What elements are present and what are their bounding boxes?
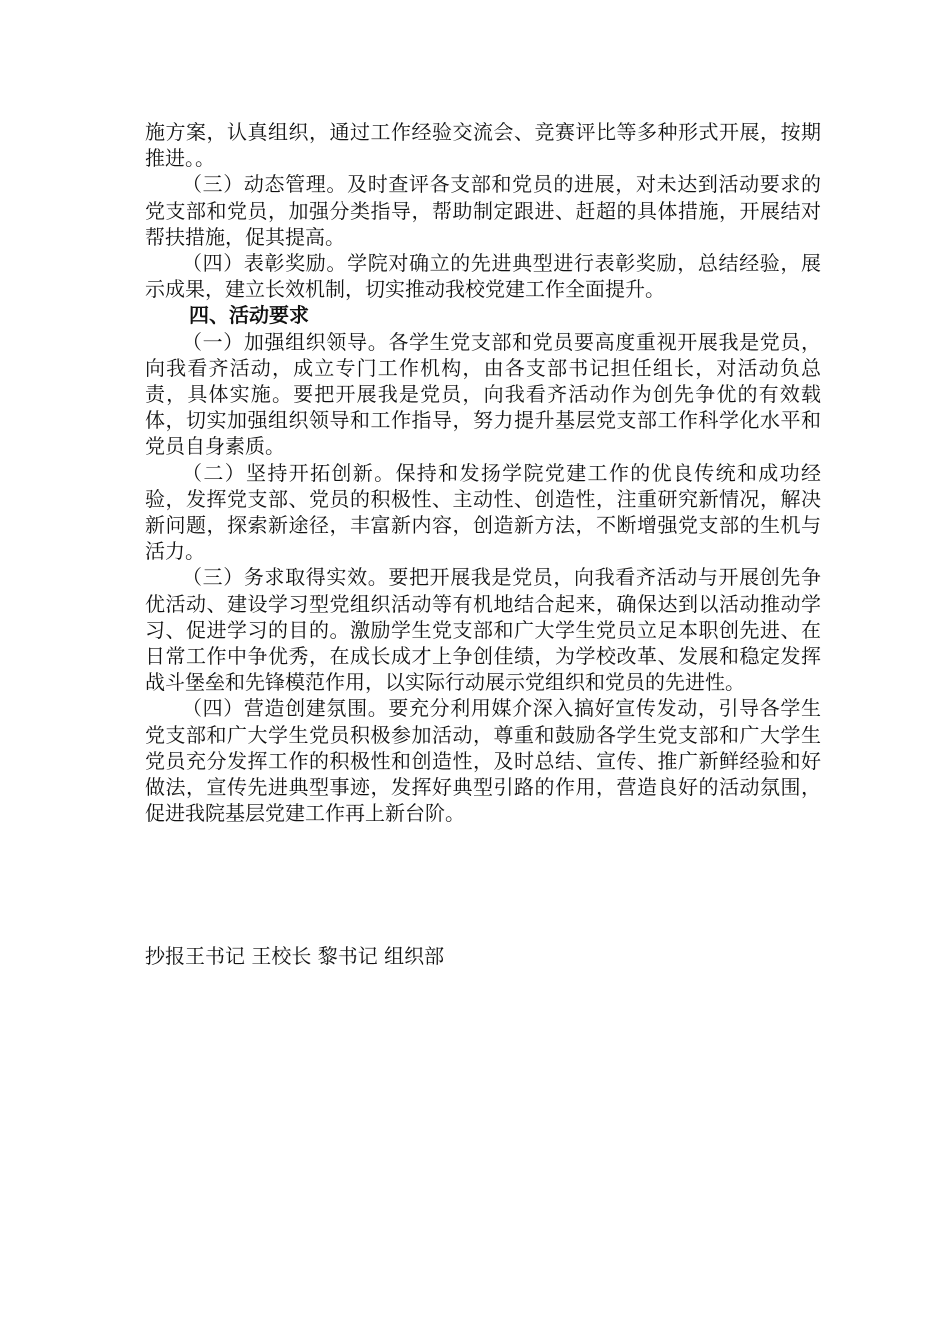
section-heading-activity-requirements: 四、活动要求	[189, 303, 309, 328]
paragraph-continuation: 施方案，认真组织，通过工作经验交流会、竞赛评比等多种形式开展，按期推进。。	[145, 120, 821, 171]
paragraph-innovation: （二）坚持开拓创新。保持和发扬学院党建工作的优良传统和成功经验，发挥党支部、党员的积极性、主动性、创造性，注重研究新情况，解决新问题，探索新途径，丰富新内容，创造新方法，不断增强党支部的生机与活力。	[145, 460, 821, 564]
paragraph-organization-leadership: （一）加强组织领导。各学生党支部和党员要高度重视开展我是党员，向我看齐活动，成立专门工作机构，由各支部书记担任组长，对活动负总责，具体实施。要把开展我是党员，向我看齐活动作为创先争优的有效载体，切实加强组织领导和工作指导，努力提升基层党支部工作科学化水平和党员自身素质。	[145, 329, 821, 459]
cc-recipients-line: 抄报王书记 王校长 黎书记 组织部	[145, 944, 445, 968]
paragraph-commendation: （四）表彰奖励。学院对确立的先进典型进行表彰奖励，总结经验，展示成果，建立长效机制，切实推动我校党建工作全面提升。	[145, 251, 821, 302]
paragraph-dynamic-management: （三）动态管理。及时查评各支部和党员的进展，对未达到活动要求的党支部和党员，加强分类指导，帮助制定跟进、赶超的具体措施，开展结对帮扶措施，促其提高。	[145, 172, 821, 249]
paragraph-practical-results: （三）务求取得实效。要把开展我是党员，向我看齐活动与开展创先争优活动、建设学习型党组织活动等有机地结合起来，确保达到以活动推动学习、促进学习的目的。激励学生党支部和广大学生党员立足本职创先进、在日常工作中争优秀，在成长成才上争创佳绩，为学校改革、发展和稳定发挥战斗堡垒和先锋模范作用，以实际行动展示党组织和党员的先进性。	[145, 565, 821, 695]
paragraph-atmosphere: （四）营造创建氛围。要充分利用媒介深入搞好宣传发动，引导各学生党支部和广大学生党员积极参加活动，尊重和鼓励各学生党支部和广大学生党员充分发挥工作的积极性和创造性，及时总结、宣传、推广新鲜经验和好做法，宣传先进典型事迹，发挥好典型引路的作用，营造良好的活动氛围，促进我院基层党建工作再上新台阶。	[145, 696, 821, 826]
document-body	[145, 119, 821, 826]
